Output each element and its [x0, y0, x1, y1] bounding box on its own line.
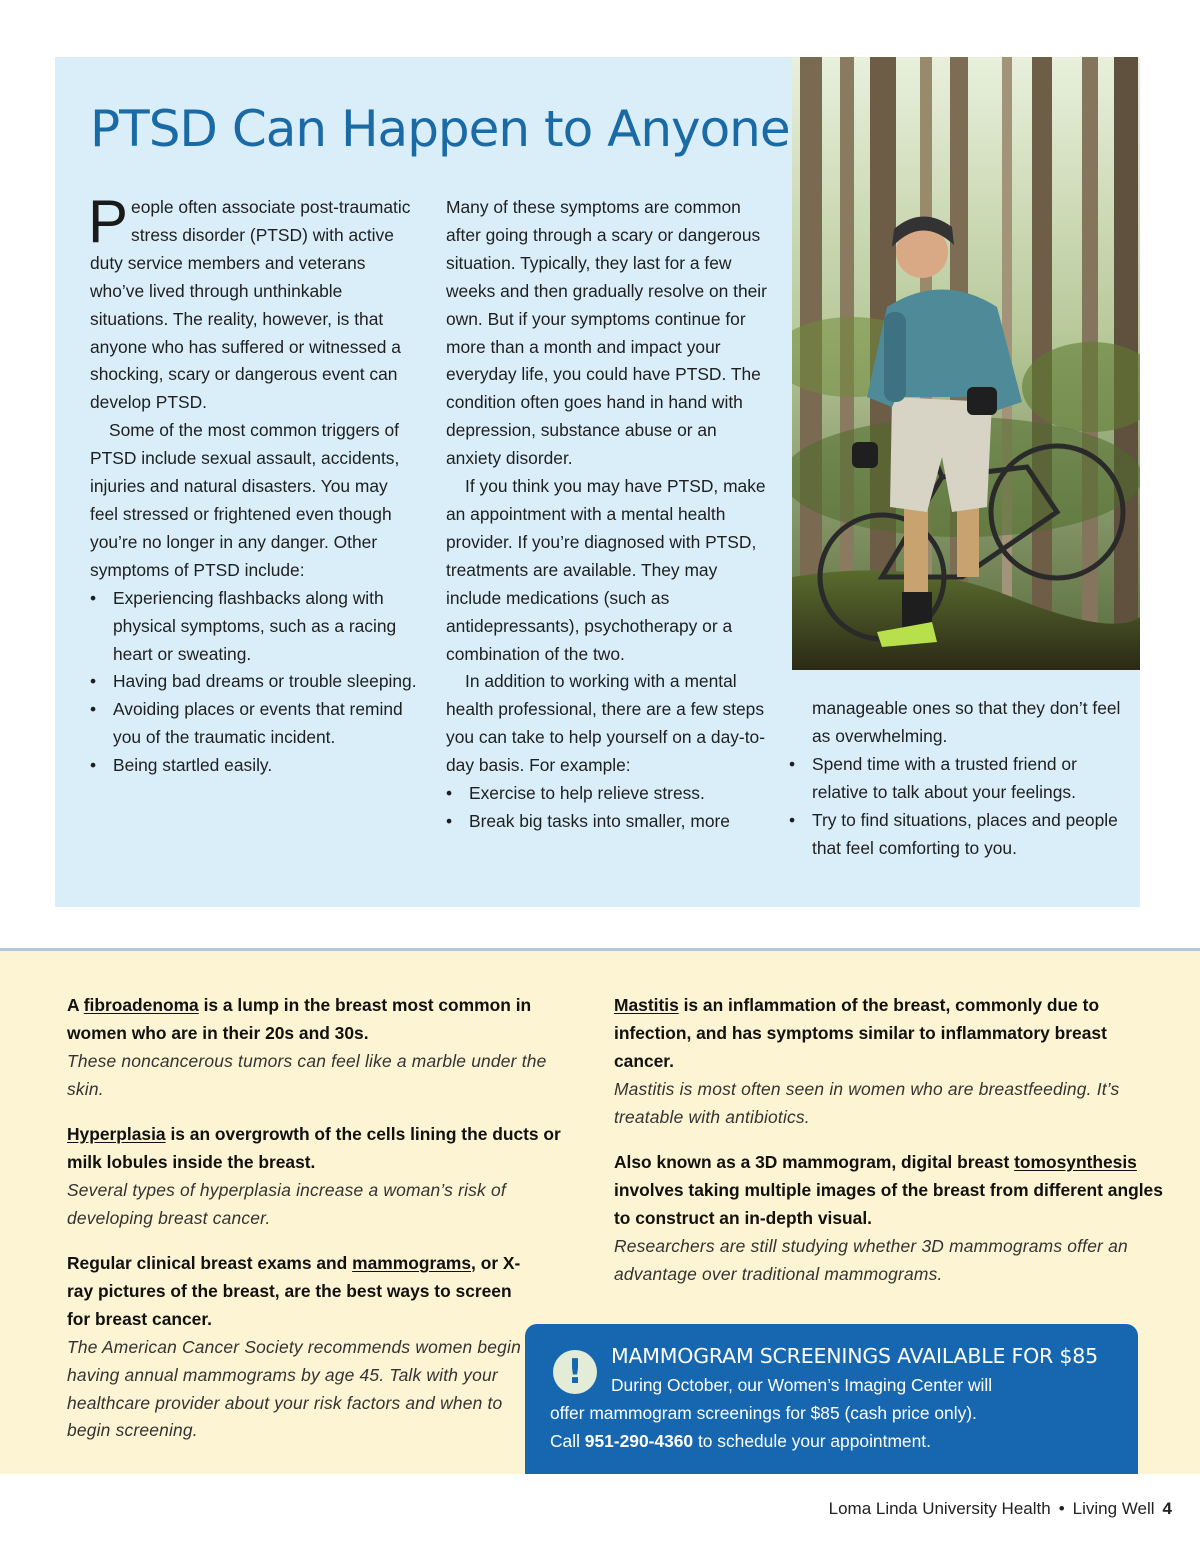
glossary-note: Researchers are still studying whether 3D mammograms offer an advantage over traditional mammograms.	[614, 1235, 1128, 1284]
triggers-paragraph: Some of the most common triggers of PTSD include sexual assault, accidents, injuries and natural disasters. You may feel stressed or frightened even though you’re no longer in any danger. Other symptoms of PTSD include:	[90, 420, 400, 580]
self-help-list-continued	[789, 751, 1124, 863]
glossary-definition: Hyperplasia is an overgrowth of the cells lining the ducts or milk lobules inside the breast.	[67, 1124, 561, 1172]
intro-paragraph: People often associate post-traumatic stress disorder (PTSD) with active duty service members and veterans who’ve lived through unthinkable situations. The reality, however, is that anyone who has suffered or witnessed a shocking, scary or dangerous event can develop PTSD.	[88, 188, 411, 413]
glossary-entry-hyperplasia	[67, 1121, 577, 1233]
footer-organization: Loma Linda University Health	[828, 1499, 1051, 1518]
glossary-term: fibroadenoma	[83, 995, 199, 1015]
exclamation-icon: !	[553, 1350, 597, 1394]
list-item: • Avoiding places or events that remind you of the traumatic incident.	[90, 696, 420, 752]
glossary-term: mammograms	[352, 1253, 472, 1273]
article-column-3	[789, 695, 1124, 862]
glossary-term: Mastitis	[614, 995, 679, 1015]
page-number: 4	[1162, 1499, 1172, 1518]
glossary-entry-mammograms	[67, 1250, 537, 1445]
page-footer	[829, 1499, 1172, 1519]
list-item: • Exercise to help relieve stress.	[446, 780, 771, 808]
glossary-note: The American Cancer Society recommends women begin having annual mammograms by age 45. Talk with your healthcare provider about your risk factors and when to begin screening.	[67, 1336, 521, 1441]
list-item: • Being startled easily.	[90, 752, 420, 780]
list-item: • Spend time with a trusted friend or relative to talk about your feelings.	[789, 751, 1124, 807]
glossary-entry-mastitis	[614, 992, 1154, 1132]
article-column-2	[446, 194, 771, 836]
glossary-term: Hyperplasia	[67, 1124, 166, 1144]
drop-cap: P	[88, 188, 129, 255]
glossary-term: tomosynthesis	[1014, 1152, 1137, 1172]
appointment-paragraph: If you think you may have PTSD, make an appointment with a mental health provider. If you’re diagnosed with PTSD, treatments are available. They may include medications (such as antidepressants), psychotherapy or a combination of the two.	[446, 476, 766, 664]
list-item: • Break big tasks into smaller, more	[446, 808, 771, 836]
glossary-note: Several types of hyperplasia increase a woman’s risk of developing breast cancer.	[67, 1179, 506, 1228]
cyclist-in-forest-photo	[792, 57, 1140, 670]
glossary-definition: Mastitis is an inflammation of the breast, commonly due to infection, and has symptoms similar to inflammatory breast cancer.	[614, 995, 1107, 1071]
glossary-note: Mastitis is most often seen in women who are breastfeeding. It’s treatable with antibiotics.	[614, 1078, 1120, 1127]
glossary-entry-fibroadenoma	[67, 992, 557, 1104]
phone-number-link[interactable]: 951-290-4360	[584, 1431, 694, 1451]
list-item: • Try to find situations, places and people that feel comforting to you.	[789, 807, 1124, 863]
callout-text-line: During October, our Women’s Imaging Center will	[611, 1375, 993, 1395]
callout-text-line: Call 951-290-4360 to schedule your appointment.	[550, 1431, 931, 1451]
self-help-paragraph: In addition to working with a mental health professional, there are a few steps you can take to help yourself on a day-to-day basis. For example:	[446, 671, 766, 776]
callout-title: MAMMOGRAM SCREENINGS AVAILABLE FOR $85	[611, 1344, 1098, 1368]
mammogram-offer-callout	[525, 1324, 1138, 1474]
glossary-definition: Regular clinical breast exams and mammograms, or X-ray pictures of the breast, are the best ways to screen for breast cancer.	[67, 1253, 521, 1329]
symptom-list	[90, 585, 420, 780]
glossary-entry-tomosynthesis	[614, 1149, 1174, 1289]
glossary-definition: A fibroadenoma is a lump in the breast most common in women who are in their 20s and 30s.	[67, 995, 532, 1043]
article-column-1	[88, 188, 420, 780]
callout-text-line: offer mammogram screenings for $85 (cash price only).	[550, 1403, 977, 1423]
glossary-definition: Also known as a 3D mammogram, digital breast tomosynthesis involves taking multiple images of the breast from different angles to construct an in-depth visual.	[614, 1152, 1163, 1228]
list-item: • Experiencing flashbacks along with physical symptoms, such as a racing heart or sweating.	[90, 585, 420, 669]
list-item-continued: manageable ones so that they don’t feel as overwhelming.	[812, 698, 1121, 746]
footer-publication: Living Well	[1072, 1499, 1155, 1518]
glossary-note: These noncancerous tumors can feel like a marble under the skin.	[67, 1050, 547, 1099]
list-item: • Having bad dreams or trouble sleeping.	[90, 668, 420, 696]
article-title: PTSD Can Happen to Anyone	[90, 100, 790, 158]
self-help-list	[446, 780, 771, 836]
symptoms-duration-paragraph: Many of these symptoms are common after going through a scary or dangerous situation. Typically, they last for a few weeks and then gradually resolve on their own. But if your symptoms continue for more than a month and impact your everyday life, you could have PTSD. The condition often goes hand in hand with depression, substance abuse or an anxiety disorder.	[446, 197, 767, 469]
footer-separator: •	[1058, 1499, 1065, 1518]
